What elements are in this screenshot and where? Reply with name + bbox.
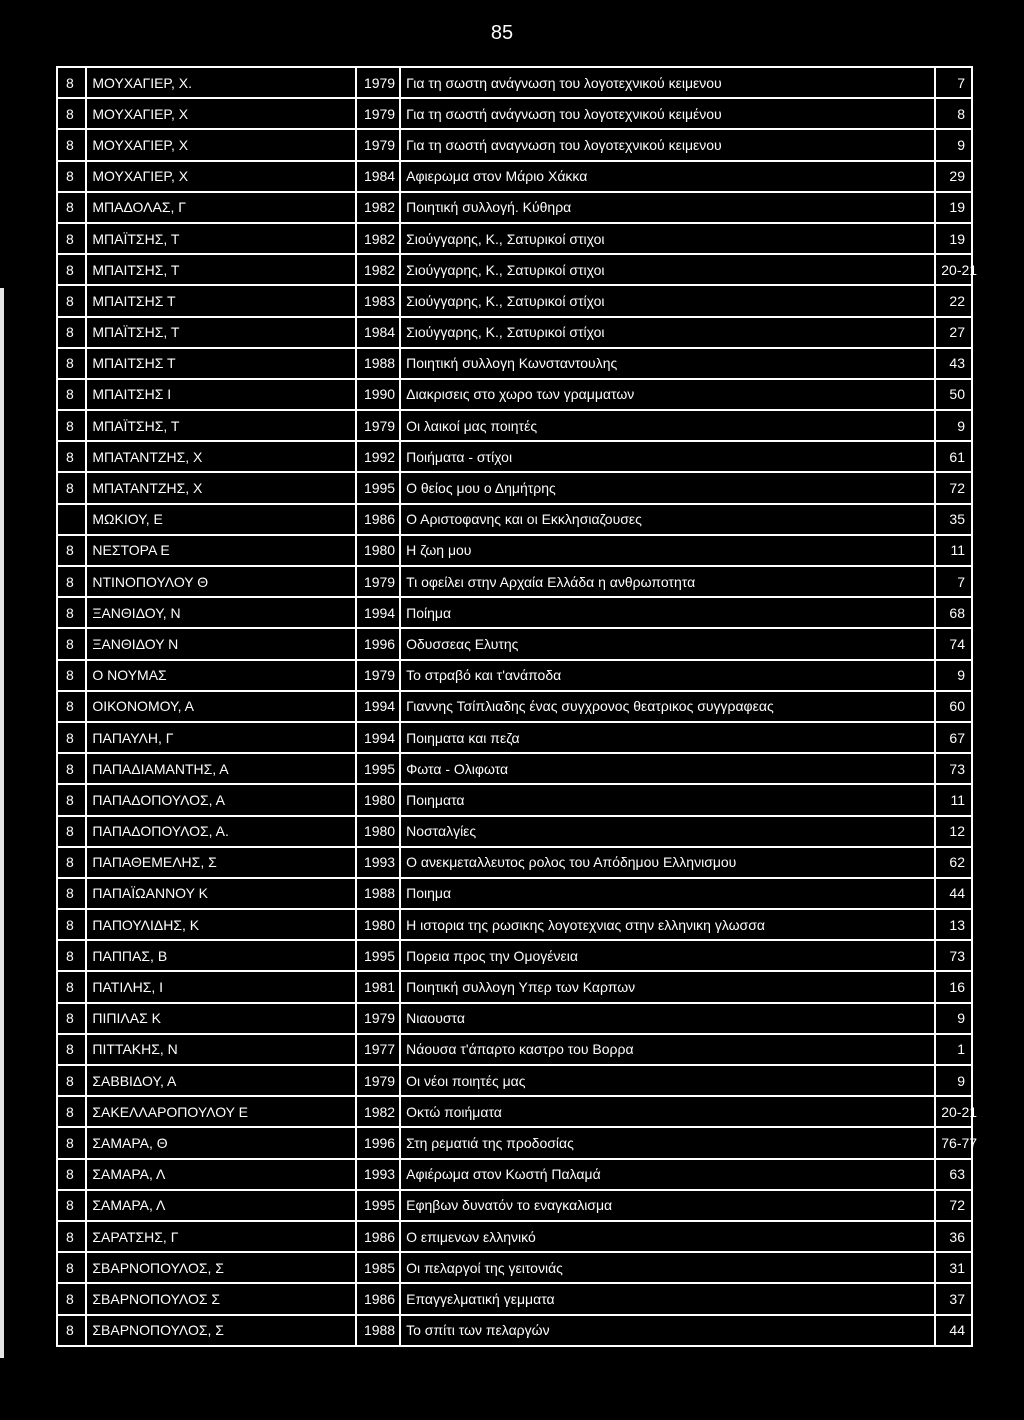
author-cell: ΣΑΜΑΡΑ, Λ <box>86 1159 356 1190</box>
table-row <box>57 1221 972 1252</box>
row-number-cell: 8 <box>57 254 86 285</box>
table-row <box>57 971 972 1002</box>
table-row <box>57 285 972 316</box>
year-cell: 1979 <box>356 129 400 160</box>
row-number-cell: 8 <box>57 722 86 753</box>
author-cell: ΜΩΚΙΟΥ, Ε <box>86 504 356 535</box>
table-row <box>57 441 972 472</box>
author-cell: ΠΑΠΑΔΟΠΟΥΛΟΣ, Α. <box>86 816 356 847</box>
table-row <box>57 192 972 223</box>
year-cell: 1979 <box>356 1065 400 1096</box>
author-cell: ΞΑΝΘΙΔΟΥ, Ν <box>86 597 356 628</box>
row-number-cell: 8 <box>57 940 86 971</box>
author-cell: ΠΙΤΤΑΚΗΣ, Ν <box>86 1034 356 1065</box>
page-cell: 19 <box>935 223 972 254</box>
table-row <box>57 628 972 659</box>
row-number-cell: 8 <box>57 784 86 815</box>
author-cell: ΠΑΤΙΛΗΣ, Ι <box>86 971 356 1002</box>
table-row <box>57 1252 972 1283</box>
page-cell: 73 <box>935 753 972 784</box>
table-row <box>57 1315 972 1346</box>
year-cell: 1980 <box>356 816 400 847</box>
year-cell: 1985 <box>356 1252 400 1283</box>
row-number-cell: 8 <box>57 971 86 1002</box>
year-cell: 1982 <box>356 223 400 254</box>
author-cell: ΣΒΑΡΝΟΠΟΥΛΟΣ, Σ <box>86 1252 356 1283</box>
page-cell: 35 <box>935 504 972 535</box>
table-row <box>57 847 972 878</box>
title-cell: Για τη σωστή ανάγνωση του λογοτεχνικού κειμένου <box>400 98 935 129</box>
row-number-cell: 8 <box>57 847 86 878</box>
year-cell: 1980 <box>356 909 400 940</box>
year-cell: 1994 <box>356 597 400 628</box>
title-cell: Στη ρεματιά της προδοσίας <box>400 1127 935 1158</box>
title-cell: Για τη σωστη ανάγνωση του λογοτεχνικού κειμενου <box>400 67 935 98</box>
page-cell: 60 <box>935 691 972 722</box>
year-cell: 1996 <box>356 628 400 659</box>
row-number-cell: 8 <box>57 98 86 129</box>
year-cell: 1981 <box>356 971 400 1002</box>
title-cell: Οι πελαργοί της γειτονιάς <box>400 1252 935 1283</box>
row-number-cell: 8 <box>57 1096 86 1127</box>
row-number-cell: 8 <box>57 410 86 441</box>
row-number-cell: 8 <box>57 285 86 316</box>
table-row <box>57 660 972 691</box>
table-row <box>57 1065 972 1096</box>
year-cell: 1986 <box>356 504 400 535</box>
year-cell: 1988 <box>356 1315 400 1346</box>
table-row <box>57 878 972 909</box>
page-cell: 29 <box>935 161 972 192</box>
page-cell: 76-77 <box>935 1127 972 1158</box>
author-cell: ΜΠΑΪΤΣΗΣ, Τ <box>86 317 356 348</box>
author-cell: ΜΠΑΪΤΣΗΣ, Τ <box>86 223 356 254</box>
author-cell: ΜΟΥΧΑΓΙΕΡ, Χ. <box>86 67 356 98</box>
year-cell: 1979 <box>356 67 400 98</box>
page-cell: 44 <box>935 1315 972 1346</box>
year-cell: 1995 <box>356 1190 400 1221</box>
author-cell: ΜΠΑΙΤΣΗΣ Τ <box>86 348 356 379</box>
table-row <box>57 940 972 971</box>
title-cell: Τι οφείλει στην Αρχαία Ελλάδα η ανθρωποτητα <box>400 566 935 597</box>
table-row <box>57 254 972 285</box>
page-cell: 9 <box>935 129 972 160</box>
scan-edge-bar <box>0 288 4 1358</box>
page-cell: 1 <box>935 1034 972 1065</box>
year-cell: 1986 <box>356 1283 400 1314</box>
author-cell: ΜΠΑΤΑΝΤΖΗΣ, Χ <box>86 441 356 472</box>
author-cell: ΠΑΠΑΔΙΑΜΑΝΤΗΣ, Α <box>86 753 356 784</box>
year-cell: 1993 <box>356 1159 400 1190</box>
table-row <box>57 784 972 815</box>
author-cell: ΠΑΠΑΪΩΑΝΝΟΥ Κ <box>86 878 356 909</box>
title-cell: Διακρισεις στο χωρο των γραμματων <box>400 379 935 410</box>
year-cell: 1995 <box>356 472 400 503</box>
author-cell: ΠΑΠΑΥΛΗ, Γ <box>86 722 356 753</box>
year-cell: 1979 <box>356 566 400 597</box>
row-number-cell: 8 <box>57 909 86 940</box>
title-cell: Ποιητική συλλογή. Κύθηρα <box>400 192 935 223</box>
author-cell: ΟΙΚΟΝΟΜΟΥ, Α <box>86 691 356 722</box>
title-cell: Επαγγελματική γεμματα <box>400 1283 935 1314</box>
page-cell: 68 <box>935 597 972 628</box>
page-cell: 27 <box>935 317 972 348</box>
table-row <box>57 1096 972 1127</box>
page-number: 85 <box>490 22 514 44</box>
row-number-cell: 8 <box>57 691 86 722</box>
table-row <box>57 348 972 379</box>
row-number-cell: 8 <box>57 535 86 566</box>
row-number-cell: 8 <box>57 67 86 98</box>
year-cell: 1979 <box>356 410 400 441</box>
year-cell: 1982 <box>356 192 400 223</box>
title-cell: Ποιητική συλλογη Υπερ των Καρπων <box>400 971 935 1002</box>
table-row <box>57 1003 972 1034</box>
author-cell: ΠΑΠΑΔΟΠΟΥΛΟΣ, Α <box>86 784 356 815</box>
row-number-cell: 8 <box>57 192 86 223</box>
table-row <box>57 410 972 441</box>
title-cell: Ποιηματα <box>400 784 935 815</box>
title-cell: Ο Αριστοφανης και οι Εκκλησιαζουσες <box>400 504 935 535</box>
title-cell: Οδυσσεας Ελυτης <box>400 628 935 659</box>
title-cell: Η ζωη μου <box>400 535 935 566</box>
page-cell: 73 <box>935 940 972 971</box>
title-cell: Ποίημα <box>400 597 935 628</box>
row-number-cell: 8 <box>57 1283 86 1314</box>
author-cell: ΣΑΜΑΡΑ, Θ <box>86 1127 356 1158</box>
row-number-cell: 8 <box>57 472 86 503</box>
row-number-cell: 8 <box>57 1190 86 1221</box>
row-number-cell: 8 <box>57 223 86 254</box>
author-cell: ΜΟΥΧΑΓΙΕΡ, Χ <box>86 161 356 192</box>
author-cell: ΠΑΠΑΘΕΜΕΛΗΣ, Σ <box>86 847 356 878</box>
page-cell: 22 <box>935 285 972 316</box>
page-cell: 37 <box>935 1283 972 1314</box>
author-cell: ΠΑΠΟΥΛΙΔΗΣ, Κ <box>86 909 356 940</box>
page-cell: 8 <box>935 98 972 129</box>
year-cell: 1979 <box>356 660 400 691</box>
author-cell: ΠΙΠΙΛΑΣ Κ <box>86 1003 356 1034</box>
author-cell: ΜΠΑΙΤΣΗΣ Ι <box>86 379 356 410</box>
row-number-cell: 8 <box>57 1065 86 1096</box>
author-cell: ΣΑΒΒΙΔΟΥ, Α <box>86 1065 356 1096</box>
page-cell: 20-21 <box>935 254 972 285</box>
table-row <box>57 98 972 129</box>
index-table <box>56 66 978 1347</box>
author-cell: ΜΠΑΙΤΣΗΣ Τ <box>86 285 356 316</box>
table-row <box>57 1034 972 1065</box>
year-cell: 1995 <box>356 753 400 784</box>
page-cell: 67 <box>935 722 972 753</box>
row-number-cell: 8 <box>57 628 86 659</box>
title-cell: Ποιηματα και πεζα <box>400 722 935 753</box>
page-cell: 13 <box>935 909 972 940</box>
page-cell: 16 <box>935 971 972 1002</box>
row-number-cell: 8 <box>57 161 86 192</box>
table-row <box>57 161 972 192</box>
page-cell: 61 <box>935 441 972 472</box>
year-cell: 1992 <box>356 441 400 472</box>
title-cell: Σιούγγαρης, Κ., Σατυρικοί στίχοι <box>400 285 935 316</box>
title-cell: Νοσταλγίες <box>400 816 935 847</box>
table-row <box>57 1283 972 1314</box>
title-cell: Πορεια προς την Ομογένεια <box>400 940 935 971</box>
year-cell: 1979 <box>356 98 400 129</box>
page-cell: 63 <box>935 1159 972 1190</box>
author-cell: ΝΕΣΤΟΡΑ Ε <box>86 535 356 566</box>
title-cell: Ο θείος μου ο Δημήτρης <box>400 472 935 503</box>
page-cell: 7 <box>935 67 972 98</box>
page-cell: 9 <box>935 1003 972 1034</box>
author-cell: ΣΑΚΕΛΛΑΡΟΠΟΥΛΟΥ Ε <box>86 1096 356 1127</box>
row-number-cell: 8 <box>57 816 86 847</box>
title-cell: Σιούγγαρης, Κ., Σατυρικοί στιχοι <box>400 223 935 254</box>
year-cell: 1982 <box>356 254 400 285</box>
page-cell: 36 <box>935 1221 972 1252</box>
table-row <box>57 597 972 628</box>
year-cell: 1990 <box>356 379 400 410</box>
title-cell: Ποιημα <box>400 878 935 909</box>
title-cell: Αφιερωμα στον Μάριο Χάκκα <box>400 161 935 192</box>
title-cell: Η ιστορια της ρωσικης λογοτεχνιας στην ελληνικη γλωσσα <box>400 909 935 940</box>
row-number-cell: 8 <box>57 878 86 909</box>
year-cell: 1977 <box>356 1034 400 1065</box>
row-number-cell: 8 <box>57 597 86 628</box>
title-cell: Ποιήματα - στίχοι <box>400 441 935 472</box>
author-cell: ΜΠΑΪΤΣΗΣ, Τ <box>86 410 356 441</box>
title-cell: Νάουσα τ'άπαρτο καστρο του Βορρα <box>400 1034 935 1065</box>
author-cell: ΜΟΥΧΑΓΙΕΡ, Χ <box>86 129 356 160</box>
row-number-cell: 8 <box>57 317 86 348</box>
author-cell: ΠΑΠΠΑΣ, Β <box>86 940 356 971</box>
table-row <box>57 909 972 940</box>
page-cell: 72 <box>935 472 972 503</box>
title-cell: Εφηβων δυνατόν το εναγκαλισμα <box>400 1190 935 1221</box>
row-number-cell: 8 <box>57 348 86 379</box>
table-row <box>57 722 972 753</box>
author-cell: ΝΤΙΝΟΠΟΥΛΟΥ Θ <box>86 566 356 597</box>
row-number-cell: 8 <box>57 379 86 410</box>
year-cell: 1995 <box>356 940 400 971</box>
table-row <box>57 1159 972 1190</box>
table-row <box>57 129 972 160</box>
author-cell: ΜΠΑΙΤΣΗΣ, Τ <box>86 254 356 285</box>
row-number-cell: 8 <box>57 1034 86 1065</box>
table-row <box>57 1127 972 1158</box>
row-number-cell: 8 <box>57 1159 86 1190</box>
page-cell: 12 <box>935 816 972 847</box>
table-row <box>57 1190 972 1221</box>
page-cell: 9 <box>935 1065 972 1096</box>
title-cell: Το σπίτι των πελαργών <box>400 1315 935 1346</box>
author-cell: ΜΠΑΤΑΝΤΖΗΣ, Χ <box>86 472 356 503</box>
table-row <box>57 816 972 847</box>
row-number-cell <box>57 504 86 535</box>
page-cell: 50 <box>935 379 972 410</box>
table-row <box>57 504 972 535</box>
author-cell: ΣΑΡΑΤΣΗΣ, Γ <box>86 1221 356 1252</box>
table-row <box>57 691 972 722</box>
year-cell: 1988 <box>356 348 400 379</box>
row-number-cell: 8 <box>57 1315 86 1346</box>
page-cell: 74 <box>935 628 972 659</box>
author-cell: ΜΠΑΔΟΛΑΣ, Γ <box>86 192 356 223</box>
author-cell: ΣΑΜΑΡΑ, Λ <box>86 1190 356 1221</box>
page-cell: 62 <box>935 847 972 878</box>
title-cell: Ο επιμενων ελληνικό <box>400 1221 935 1252</box>
year-cell: 1994 <box>356 691 400 722</box>
page-cell: 11 <box>935 784 972 815</box>
year-cell: 1980 <box>356 535 400 566</box>
table-row <box>57 472 972 503</box>
author-cell: Ο ΝΟΥΜΑΣ <box>86 660 356 691</box>
year-cell: 1986 <box>356 1221 400 1252</box>
table-row <box>57 67 972 98</box>
title-cell: Οι λαικοί μας ποιητές <box>400 410 935 441</box>
title-cell: Για τη σωστή αναγνωση του λογοτεχνικού κειμενου <box>400 129 935 160</box>
title-cell: Γιαννης Τσίπλιαδης ένας συγχρονος θεατρικος συγγραφεας <box>400 691 935 722</box>
row-number-cell: 8 <box>57 1003 86 1034</box>
table-row <box>57 753 972 784</box>
year-cell: 1982 <box>356 1096 400 1127</box>
page-cell: 7 <box>935 566 972 597</box>
page-cell: 9 <box>935 410 972 441</box>
year-cell: 1983 <box>356 285 400 316</box>
title-cell: Αφιέρωμα στον Κωστή Παλαμά <box>400 1159 935 1190</box>
row-number-cell: 8 <box>57 660 86 691</box>
row-number-cell: 8 <box>57 1127 86 1158</box>
title-cell: Ποιητική συλλογη Κωνσταντουλης <box>400 348 935 379</box>
title-cell: Ο ανεκμεταλλευτος ρολος του Απόδημου Ελληνισμου <box>400 847 935 878</box>
year-cell: 1994 <box>356 722 400 753</box>
row-number-cell: 8 <box>57 753 86 784</box>
title-cell: Το στραβό και τ'ανάποδα <box>400 660 935 691</box>
author-cell: ΞΑΝΘΙΔΟΥ Ν <box>86 628 356 659</box>
title-cell: Σιούγγαρης, Κ., Σατυρικοί στιχοι <box>400 254 935 285</box>
page-cell: 11 <box>935 535 972 566</box>
year-cell: 1984 <box>356 317 400 348</box>
year-cell: 1993 <box>356 847 400 878</box>
author-cell: ΣΒΑΡΝΟΠΟΥΛΟΣ, Σ <box>86 1315 356 1346</box>
table-row <box>57 535 972 566</box>
row-number-cell: 8 <box>57 129 86 160</box>
title-cell: Οκτώ ποιήματα <box>400 1096 935 1127</box>
page-cell: 43 <box>935 348 972 379</box>
table-row <box>57 317 972 348</box>
page-cell: 20-21 <box>935 1096 972 1127</box>
year-cell: 1979 <box>356 1003 400 1034</box>
page-cell: 31 <box>935 1252 972 1283</box>
row-number-cell: 8 <box>57 1252 86 1283</box>
title-cell: Οι νέοι ποιητές μας <box>400 1065 935 1096</box>
table-row <box>57 379 972 410</box>
page-cell: 72 <box>935 1190 972 1221</box>
title-cell: Φωτα - Ολιφωτα <box>400 753 935 784</box>
row-number-cell: 8 <box>57 1221 86 1252</box>
index-table-body <box>57 67 978 1346</box>
table-row <box>57 223 972 254</box>
row-number-cell: 8 <box>57 441 86 472</box>
year-cell: 1984 <box>356 161 400 192</box>
page-cell: 44 <box>935 878 972 909</box>
year-cell: 1980 <box>356 784 400 815</box>
title-cell: Σιούγγαρης, Κ., Σατυρικοί στίχοι <box>400 317 935 348</box>
row-number-cell: 8 <box>57 566 86 597</box>
author-cell: ΜΟΥΧΑΓΙΕΡ, Χ <box>86 98 356 129</box>
table-row <box>57 566 972 597</box>
year-cell: 1988 <box>356 878 400 909</box>
year-cell: 1996 <box>356 1127 400 1158</box>
page-cell: 19 <box>935 192 972 223</box>
page-cell: 9 <box>935 660 972 691</box>
title-cell: Νιαουστα <box>400 1003 935 1034</box>
author-cell: ΣΒΑΡΝΟΠΟΥΛΟΣ Σ <box>86 1283 356 1314</box>
